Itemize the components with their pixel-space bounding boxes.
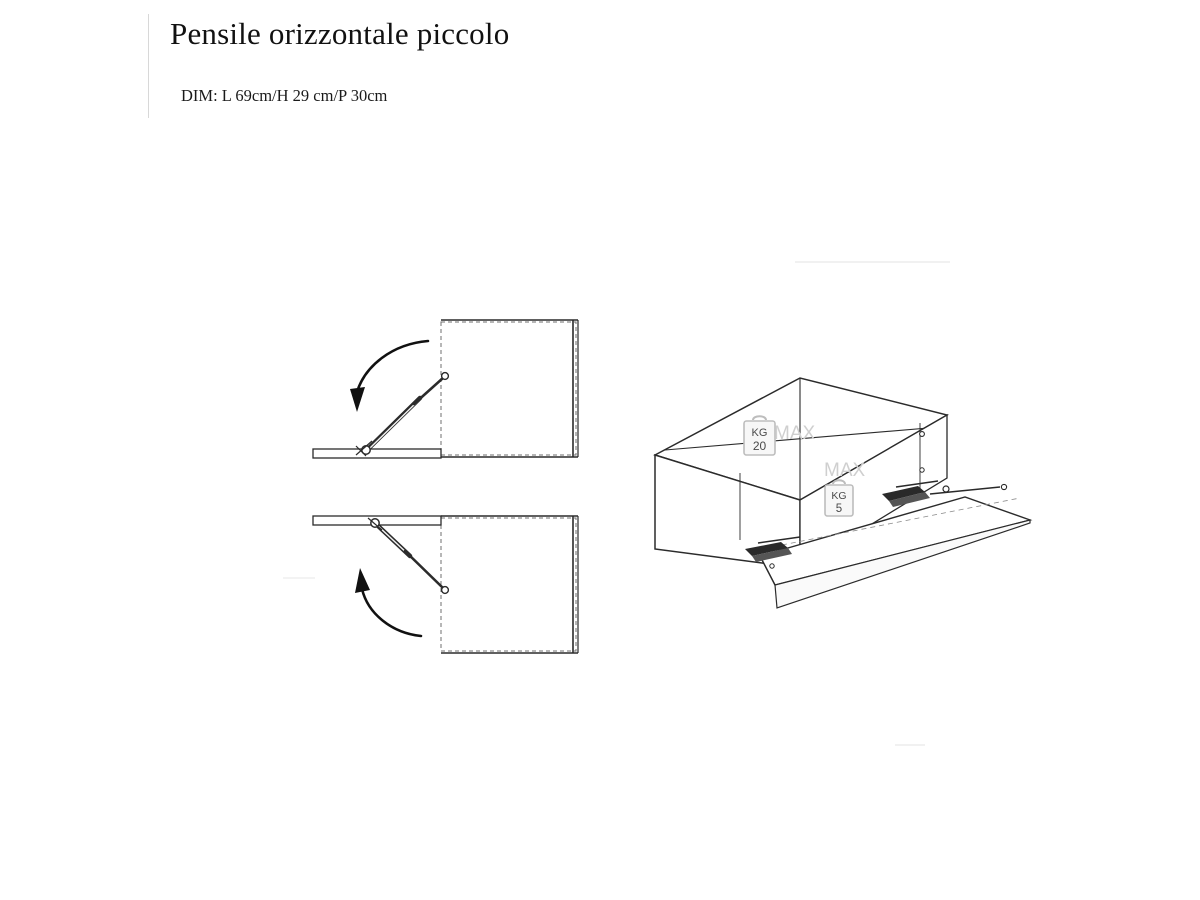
page-title: Pensile orizzontale piccolo (170, 16, 510, 51)
view-door-opening-downward (313, 516, 578, 653)
weight-unit-shelf: KG (831, 490, 847, 502)
door-panel-outline-2 (441, 518, 576, 651)
max-label-top: MAX (774, 423, 816, 444)
curved-arrow-up-icon (355, 568, 421, 636)
gas-piston-mechanism-2 (368, 518, 448, 593)
dimensions-label: DIM: L 69cm/H 29 cm/P 30cm (181, 86, 388, 105)
weight-value-shelf: 5 (835, 503, 843, 515)
door-panel-outline (441, 322, 576, 455)
max-label-shelf: MAX (824, 460, 866, 481)
view-door-opening-upward (313, 320, 578, 458)
view-cabinet-perspective (655, 378, 1030, 608)
fitting-dowel-bottom (920, 468, 924, 472)
fitting-dowel-top (920, 432, 925, 437)
weight-value-top: 20 (752, 439, 767, 453)
gas-piston-mechanism (356, 373, 448, 456)
cabinet-top-panel (313, 449, 441, 458)
weight-unit-top: KG (751, 427, 768, 439)
